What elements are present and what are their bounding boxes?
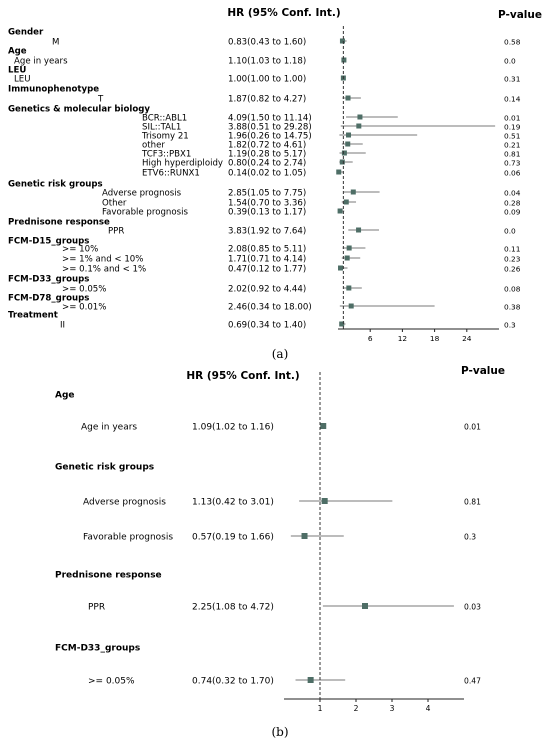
hr-point [356, 228, 361, 233]
panel-b-hr-header: HR (95% Conf. Int.) [186, 370, 300, 382]
panel-b-x-axis [284, 699, 464, 713]
hr-point [302, 533, 308, 539]
hr-point [345, 142, 350, 147]
p-value: 0.58 [504, 37, 521, 47]
x-tick-label: 3 [389, 704, 395, 713]
p-value: 0.31 [504, 74, 521, 84]
p-value: 0.01 [464, 422, 481, 432]
row-label: Adverse prognosis [102, 188, 182, 199]
row-label: >= 0.1% and < 1% [62, 264, 147, 275]
hr-ci-text: 2.02(0.92 to 4.44) [228, 284, 307, 295]
p-value: 0.28 [504, 198, 521, 208]
hr-point [322, 498, 328, 504]
hr-ci-text: 0.57(0.19 to 1.66) [192, 532, 274, 543]
p-value: 0.09 [504, 207, 521, 217]
hr-ci-text: 1.19(0.28 to 5.17) [228, 149, 307, 160]
hr-point [362, 603, 368, 609]
hr-point [338, 266, 343, 271]
row-label: Age in years [14, 56, 68, 67]
hr-ci-text: 0.80(0.24 to 2.74) [228, 158, 307, 169]
hr-ci-text: 1.54(0.70 to 3.36) [228, 198, 307, 209]
p-value: 0.21 [504, 140, 521, 150]
hr-point [351, 190, 356, 195]
x-tick-label: 4 [425, 704, 431, 713]
row-label: High hyperdiploidy [142, 158, 224, 169]
row-label: TCF3::PBX1 [142, 149, 192, 160]
hr-ci-text: 1.96(0.26 to 14.75) [228, 131, 312, 142]
p-value: 0.38 [504, 302, 521, 312]
hr-point [357, 115, 362, 120]
row-label: M [52, 37, 60, 48]
row-label: Adverse prognosis [83, 497, 166, 508]
hr-point [346, 133, 351, 138]
panel-b-pvalue-header: P-value [461, 365, 505, 377]
group-heading: FCM-D78_groups [8, 293, 90, 304]
p-value: 0.51 [504, 131, 521, 141]
hr-ci-text: 0.83(0.43 to 1.60) [228, 37, 307, 48]
group-heading: Immunophenotype [8, 84, 100, 95]
hr-ci-text: 1.00(1.00 to 1.00) [228, 74, 307, 85]
hr-ci-text: 3.88(0.51 to 29.28) [228, 122, 312, 133]
hr-ci-text: 1.71(0.71 to 4.14) [228, 254, 307, 265]
p-value: 0.01 [504, 113, 521, 123]
p-value: 0.0 [504, 226, 516, 236]
panel-a-label: (a) [271, 347, 289, 361]
group-heading: FCM-D33_groups [8, 274, 90, 285]
group-heading: Age [8, 46, 27, 57]
row-label: Age in years [81, 422, 138, 433]
p-value: 0.73 [504, 158, 521, 168]
hr-point [340, 160, 345, 165]
hr-ci-text: 0.47(0.12 to 1.77) [228, 264, 307, 275]
row-label: >= 0.05% [62, 284, 107, 295]
row-label: Other [102, 198, 127, 209]
hr-point [347, 246, 352, 251]
p-value: 0.81 [464, 497, 481, 507]
group-heading: Gender [8, 27, 44, 38]
group-heading: Genetic risk groups [55, 462, 155, 473]
x-tick-label: 2 [353, 704, 359, 713]
group-heading: FCM-D33_groups [55, 643, 141, 654]
hr-ci-text: 1.82(0.72 to 4.61) [228, 140, 307, 151]
hr-point [336, 170, 341, 175]
row-label: Favorable prognosis [102, 207, 188, 218]
row-label: PPR [88, 602, 106, 613]
hr-ci-text: 0.69(0.34 to 1.40) [228, 320, 307, 331]
panel-a-hr-header: HR (95% Conf. Int.) [227, 7, 341, 19]
x-tick-label: 1 [317, 704, 323, 713]
hr-point [342, 151, 347, 156]
p-value: 0.3 [504, 320, 516, 330]
hr-ci-text: 0.14(0.02 to 1.05) [228, 168, 307, 179]
row-label: >= 10% [62, 244, 99, 255]
x-tick-label: 18 [429, 334, 440, 343]
p-value: 0.08 [504, 284, 521, 294]
row-label: >= 1% and < 10% [62, 254, 144, 265]
panel-b-label: (b) [271, 725, 289, 739]
row-label: PPR [108, 226, 125, 237]
hr-ci-text: 2.08(0.85 to 5.11) [228, 244, 307, 255]
row-label: LEU [14, 74, 31, 85]
p-value: 0.23 [504, 254, 521, 264]
hr-ci-text: 1.09(1.02 to 1.16) [192, 422, 274, 433]
group-heading: LEU [8, 65, 27, 76]
x-tick-label: 12 [397, 334, 408, 343]
x-tick-label: 6 [367, 334, 373, 343]
hr-ci-text: 0.74(0.32 to 1.70) [192, 676, 274, 687]
row-label: Favorable prognosis [83, 532, 174, 543]
group-heading: Age [55, 390, 75, 401]
hr-ci-text: 2.85(1.05 to 7.75) [228, 188, 307, 199]
row-label: BCR::ABL1 [142, 113, 188, 124]
hr-point [349, 304, 354, 309]
group-heading: Genetic risk groups [8, 179, 103, 190]
p-value: 0.0 [504, 56, 516, 66]
group-heading: FCM-D15_groups [8, 236, 90, 247]
hr-point [344, 200, 349, 205]
panel-a-rows [8, 28, 521, 331]
hr-point [320, 423, 326, 429]
hr-point [340, 39, 345, 44]
row-label: other [142, 140, 165, 151]
group-heading: Treatment [8, 310, 58, 321]
p-value: 0.47 [464, 676, 481, 686]
hr-ci-text: 1.10(1.03 to 1.18) [228, 56, 307, 67]
p-value: 0.06 [504, 168, 521, 178]
hr-point [308, 677, 314, 683]
panel-a-pvalue-header: P-value [498, 9, 542, 21]
row-label: Trisomy 21 [142, 131, 189, 142]
hr-ci-text: 0.39(0.13 to 1.17) [228, 207, 307, 218]
panel-b-rows [55, 391, 481, 687]
panel-a [8, 7, 542, 361]
group-heading: Genetics & molecular biology [8, 104, 150, 115]
panel-b [55, 365, 505, 739]
hr-point [341, 58, 346, 63]
hr-point [346, 96, 351, 101]
p-value: 0.11 [504, 244, 521, 254]
row-label: II [60, 320, 66, 331]
panel-a-x-axis [338, 329, 499, 343]
panel-b-marks [291, 372, 454, 699]
hr-ci-text: 2.46(0.34 to 18.00) [228, 302, 312, 313]
p-value: 0.3 [464, 532, 477, 542]
hr-ci-text: 1.87(0.82 to 4.27) [228, 94, 307, 105]
hr-ci-text: 2.25(1.08 to 4.72) [192, 602, 274, 613]
hr-point [346, 286, 351, 291]
p-value: 0.19 [504, 122, 521, 132]
panel-a-marks [336, 26, 495, 329]
p-value: 0.03 [464, 602, 481, 612]
p-value: 0.04 [504, 188, 521, 198]
group-heading: Prednisone response [55, 570, 162, 581]
p-value: 0.81 [504, 149, 521, 159]
hr-point [338, 209, 343, 214]
row-label: >= 0.01% [62, 302, 107, 313]
hr-ci-text: 3.83(1.92 to 7.64) [228, 226, 307, 237]
hr-ci-text: 1.13(0.42 to 3.01) [192, 497, 274, 508]
hr-ci-text: 4.09(1.50 to 11.14) [228, 113, 312, 124]
hr-point [356, 124, 361, 129]
row-label: SIL::TAL1 [142, 122, 182, 133]
p-value: 0.26 [504, 264, 521, 274]
hr-point [345, 256, 350, 261]
row-label: >= 0.05% [88, 676, 135, 687]
group-heading: Prednisone response [8, 217, 110, 228]
x-tick-label: 24 [462, 334, 472, 343]
row-label: T [98, 94, 104, 105]
p-value: 0.14 [504, 94, 521, 104]
row-label: ETV6::RUNX1 [142, 168, 200, 179]
